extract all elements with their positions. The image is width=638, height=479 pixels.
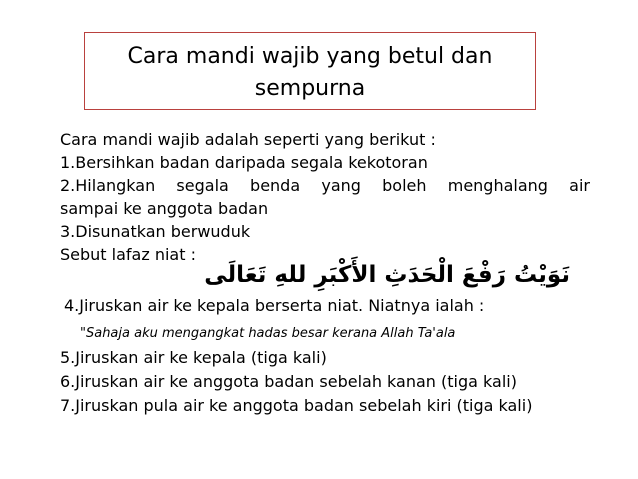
- step-4: 4.Jiruskan air ke kepala berserta niat. Niatnya ialah :: [64, 296, 485, 315]
- step-5: 5.Jiruskan air ke kepala (tiga kali): [60, 348, 327, 367]
- title-box: [84, 32, 536, 110]
- niat-translation: "Sahaja aku mengangkat hadas besar kerana Allah Ta'ala: [80, 326, 456, 341]
- niat-arabic-text: نَوَيْتُ رَفْعَ الْحَدَثِ الأَكْبَرِ للهِ تَعَالَى: [204, 262, 570, 288]
- step-7: 7.Jiruskan pula air ke anggota badan sebelah kiri (tiga kali): [60, 396, 533, 415]
- step-2-line-2: sampai ke anggota badan: [60, 199, 269, 218]
- step-2-line-1: 2.Hilangkan segala benda yang boleh menghalang air: [60, 176, 590, 195]
- niat-label: Sebut lafaz niat :: [60, 245, 196, 264]
- intro-text: Cara mandi wajib adalah seperti yang berikut :: [60, 130, 436, 149]
- step-3: 3.Disunatkan berwuduk: [60, 222, 251, 241]
- step-6: 6.Jiruskan air ke anggota badan sebelah kanan (tiga kali): [60, 372, 517, 391]
- slide-title-line-2: sempurna: [254, 76, 366, 101]
- slide-title-line-1: Cara mandi wajib yang betul dan: [127, 44, 493, 69]
- step-1: 1.Bersihkan badan daripada segala kekotoran: [60, 153, 428, 172]
